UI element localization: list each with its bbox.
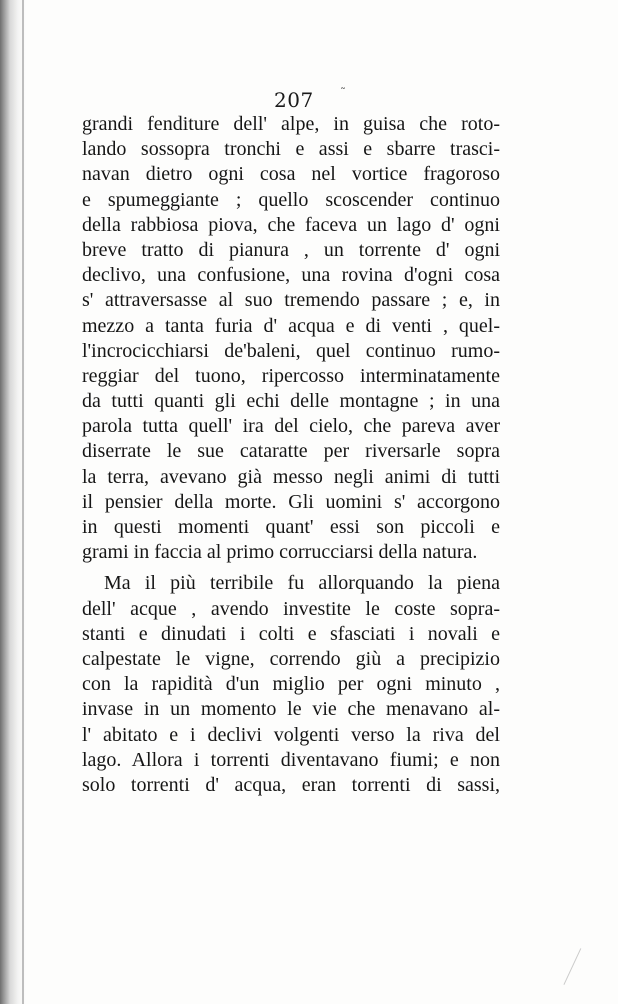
text-line: reggiar del tuono, ripercosso interminatamente: [82, 364, 500, 387]
text-line: l' abitato e i declivi volgenti verso la riva del: [82, 723, 500, 746]
text-line: parola tutta quell' ira del cielo, che pareva aver: [82, 415, 500, 438]
text-line: invase in un momento le vie che menavano al-: [82, 698, 500, 721]
text-line: la terra, avevano già messo negli animi di tutti: [82, 465, 500, 488]
text-line: con la rapidità d'un miglio per ogni minuto ,: [82, 673, 500, 696]
text-line: stanti e dinudati i colti e sfasciati i novali e: [82, 622, 500, 645]
text-line: lago. Allora i torrenti diventavano fiumi; e non: [82, 748, 500, 771]
text-line: navan dietro ogni cosa nel vortice fragoroso: [82, 163, 500, 186]
page-corner-mark: [563, 948, 617, 1002]
body-text: [82, 112, 500, 798]
text-line: della rabbiosa piova, che faceva un lago d' ogni: [82, 213, 500, 236]
text-line: e spumeggiante ; quello scoscender continuo: [82, 188, 500, 211]
text-line: in questi momenti quant' essi son piccoli e: [82, 516, 500, 538]
margin-mark: ˜: [340, 86, 346, 100]
text-line: solo torrenti d' acqua, eran torrenti di sassi,: [82, 773, 500, 796]
text-line: grandi fenditure dell' alpe, in guisa che roto-: [82, 113, 500, 135]
text-line: il pensier della morte. Gli uomini s' accorgono: [82, 490, 500, 513]
text-line: Ma il più terribile fu allorquando la piena: [104, 572, 500, 595]
text-line: calpestate le vigne, correndo giù a precipizio: [82, 647, 500, 670]
text-line: lando sossopra tronchi e assi e sbarre trasci-: [82, 138, 500, 161]
page-number: 207: [274, 88, 314, 112]
text-line: dell' acque , avendo investite le coste sopra-: [82, 597, 500, 620]
text-line: s' attraversasse al suo tremendo passare ; e, in: [82, 289, 500, 312]
book-spine-edge: [22, 0, 24, 1004]
text-line: grami in faccia al primo corrucciarsi della natura.: [82, 541, 478, 564]
text-line: diserrate le sue cataratte per riversarle sopra: [82, 440, 500, 463]
paragraph: [82, 571, 500, 798]
text-line: mezzo a tanta furia d' acqua e di venti , quel-: [82, 314, 500, 337]
text-line: declivo, una confusione, una rovina d'ogni cosa: [82, 264, 500, 287]
paragraph: [82, 112, 500, 565]
text-line: da tutti quanti gli echi delle montagne ; in una: [82, 390, 500, 413]
text-line: breve tratto di pianura , un torrente d' ogni: [82, 238, 500, 261]
text-line: l'incrocicchiarsi de'baleni, quel continuo rumo-: [82, 339, 500, 362]
